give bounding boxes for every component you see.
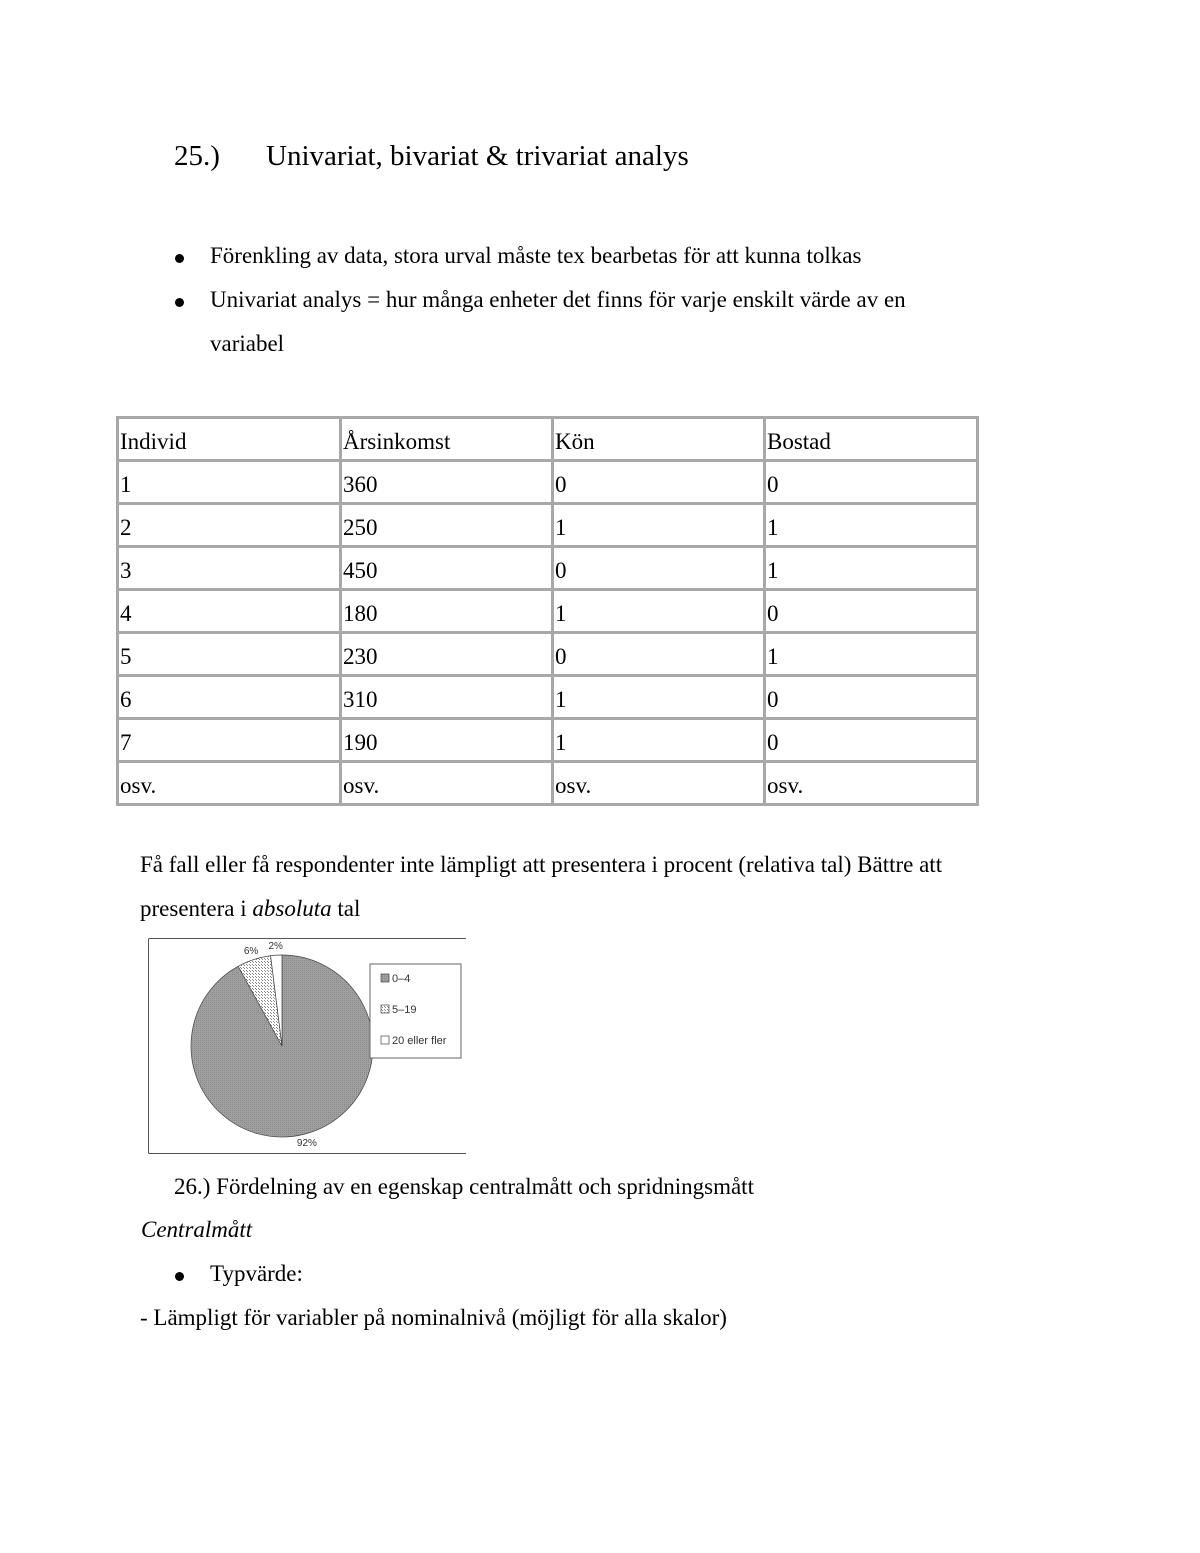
bullet-text-1: Förenkling av data, stora urval måste tex bearbetas för att kunna tolkas (210, 243, 862, 268)
pie-slice-label: 6% (243, 945, 259, 957)
table-row (118, 590, 978, 633)
table-row (118, 461, 978, 504)
legend-swatch (381, 1036, 389, 1044)
paragraph-italic: absoluta (252, 896, 332, 921)
bullet-dot (175, 298, 184, 307)
table-cell: 0 (553, 547, 765, 590)
section-26-subheading: Centralmått (141, 1217, 253, 1242)
legend-label: 5–19 (392, 1004, 417, 1016)
table-cell: 1 (553, 590, 765, 633)
table-cell: 0 (765, 719, 978, 762)
table-cell: 5 (118, 633, 341, 676)
table-cell: 360 (341, 461, 553, 504)
bullet-text-2-cont: variabel (210, 331, 285, 356)
section-26-line: - Lämpligt för variabler på nominalnivå (möjligt för alla skalor) (140, 1305, 727, 1330)
legend-label: 0–4 (392, 973, 411, 985)
table-header-cell: Årsinkomst (341, 418, 553, 461)
pie-slice-label: 2% (268, 941, 283, 953)
legend-swatch (381, 974, 389, 982)
table-row (118, 762, 978, 805)
legend-label: 20 eller fler (392, 1035, 447, 1047)
pie-slices (191, 955, 373, 1137)
table-cell: 1 (765, 633, 978, 676)
section-26-bullet: Typvärde: (210, 1261, 303, 1286)
table-cell: osv. (765, 762, 978, 805)
table-row (118, 676, 978, 719)
bullet-text-2: Univariat analys = hur många enheter det finns för varje enskilt värde av en (210, 287, 906, 312)
pie-chart (148, 938, 466, 1154)
table-cell: 2 (118, 504, 341, 547)
table-cell: 0 (553, 633, 765, 676)
table-row (118, 504, 978, 547)
table-row (118, 719, 978, 762)
table-cell: 450 (341, 547, 553, 590)
table-cell: 1 (553, 504, 765, 547)
section-26-title: 26.) Fördelning av en egenskap centralmått och spridningsmått (174, 1174, 754, 1199)
table-cell: 1 (553, 676, 765, 719)
table-cell: 3 (118, 547, 341, 590)
table-cell: 1 (118, 461, 341, 504)
pie-chart-svg (148, 938, 466, 1154)
table-cell: 250 (341, 504, 553, 547)
table-cell: 0 (765, 461, 978, 504)
table-cell: 190 (341, 719, 553, 762)
table-cell: 230 (341, 633, 553, 676)
table-cell: 310 (341, 676, 553, 719)
table-cell: 0 (765, 676, 978, 719)
table-cell: 1 (765, 547, 978, 590)
legend-swatch (381, 1005, 389, 1013)
section-number: 25.) (174, 140, 220, 172)
table-cell: 7 (118, 719, 341, 762)
table-cell: 180 (341, 590, 553, 633)
paragraph-line-1: Få fall eller få respondenter inte lämpligt att presentera i procent (relativa tal) Bättre att (140, 852, 943, 877)
table-row (118, 633, 978, 676)
table-cell: 6 (118, 676, 341, 719)
table-header-cell: Individ (118, 418, 341, 461)
table-header-row (118, 418, 978, 461)
paragraph-text: tal (331, 896, 361, 921)
bullet-dot (175, 1272, 184, 1281)
table-row (118, 547, 978, 590)
data-table (116, 416, 979, 806)
table-cell: osv. (118, 762, 341, 805)
table-header-cell: Kön (553, 418, 765, 461)
pie-slice-label: 92% (296, 1137, 317, 1149)
table-cell: 4 (118, 590, 341, 633)
table-cell: osv. (553, 762, 765, 805)
section-title: Univariat, bivariat & trivariat analys (266, 140, 689, 172)
bullet-dot (175, 254, 184, 263)
paragraph-text: presentera i (140, 896, 253, 921)
table-cell: osv. (341, 762, 553, 805)
table-cell: 1 (765, 504, 978, 547)
paragraph-line-2 (140, 896, 360, 922)
table-cell: 1 (553, 719, 765, 762)
table-cell: 0 (553, 461, 765, 504)
table-cell: 0 (765, 590, 978, 633)
table-header-cell: Bostad (765, 418, 978, 461)
